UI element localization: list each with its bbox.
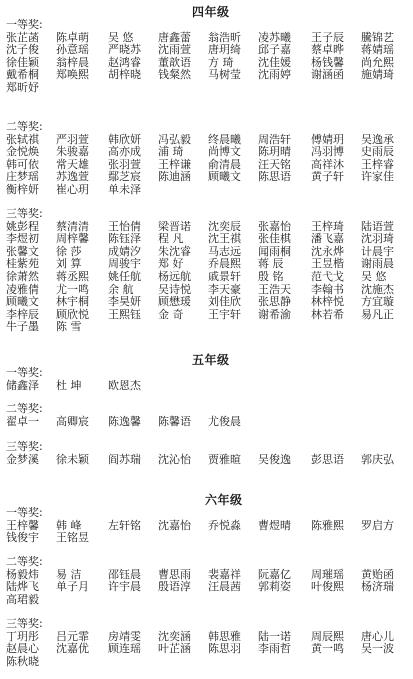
student-name: 陈逸馨 <box>108 414 141 428</box>
student-name: 桂紫苑 <box>6 257 39 271</box>
student-name: 王熙钰 <box>108 307 141 321</box>
student-name: 唐玥绮 <box>208 43 241 57</box>
student-name: 高珺毅 <box>6 592 39 606</box>
student-name: 顾欣悦 <box>56 307 89 321</box>
grade-heading: 五年级 <box>192 353 230 367</box>
student-name: 沈奕辰 <box>208 219 241 233</box>
student-name: 王浩天 <box>258 282 291 296</box>
student-name: 吴俊逸 <box>258 452 291 466</box>
student-name: 翁浩昕 <box>208 30 241 44</box>
student-name: 余 航 <box>108 282 134 296</box>
student-name: 叶芷涵 <box>158 642 191 656</box>
student-name: 俞清晨 <box>208 157 241 171</box>
student-name: 陆一诺 <box>258 629 291 643</box>
student-name: 单未泽 <box>108 183 141 196</box>
student-name: 许家佳 <box>361 170 394 184</box>
student-name: 沈王祺 <box>208 232 241 246</box>
student-name: 姚彭程 <box>6 219 39 233</box>
student-name: 沈佳媛 <box>258 55 291 69</box>
student-name: 钱俊宇 <box>6 531 39 545</box>
award-level-label: 一等奖: <box>6 506 43 519</box>
student-name: 罗启方 <box>361 518 394 532</box>
student-name: 黄一鸣 <box>311 642 344 656</box>
student-name: 沈雨婷 <box>258 68 291 82</box>
student-name: 郑昕妤 <box>6 81 39 94</box>
student-name: 傅婧玥 <box>311 132 344 146</box>
student-name: 王怡倩 <box>108 219 141 233</box>
award-level-label: 三等奖: <box>6 617 43 630</box>
student-name: 牛子墨 <box>6 320 39 334</box>
grade-heading: 六年级 <box>205 493 243 507</box>
student-name: 闻雨桐 <box>258 244 291 258</box>
student-name: 韩 峰 <box>56 518 82 532</box>
student-name: 程 凡 <box>158 232 184 246</box>
student-name: 郑唤熙 <box>56 68 89 82</box>
student-name: 杨远航 <box>158 270 191 283</box>
student-name: 徐未颖 <box>56 452 89 466</box>
student-name: 杨钱馨 <box>311 55 344 69</box>
student-name: 范弋戈 <box>311 270 344 283</box>
student-name: 汪晨茜 <box>208 580 241 594</box>
student-name: 胡梓晓 <box>108 68 141 82</box>
student-name: 陈思羽 <box>208 642 241 656</box>
student-name: 蒋 辰 <box>258 257 284 271</box>
student-name: 韩欣妍 <box>108 132 141 146</box>
student-name: 马树莹 <box>208 68 241 82</box>
student-name: 朱沈睿 <box>158 244 191 258</box>
award-level-label: 三等奖: <box>6 440 43 453</box>
award-level-label: 二等奖: <box>6 402 43 415</box>
student-name: 张嘉怡 <box>258 219 291 233</box>
student-name: 杜 坤 <box>56 378 82 392</box>
student-name: 乔晨熙 <box>208 257 241 271</box>
award-level-label: 一等奖: <box>6 366 43 379</box>
student-name: 王子辰 <box>311 30 344 44</box>
student-name: 陈钰泽 <box>108 232 141 246</box>
student-name: 曹煜晴 <box>258 518 291 532</box>
student-name: 顾连瑶 <box>108 642 141 656</box>
award-level-label: 二等奖: <box>6 555 43 568</box>
student-name: 韩思雅 <box>208 629 241 643</box>
student-name: 严晓苏 <box>108 43 141 57</box>
student-name: 朱骏嘉 <box>56 145 89 159</box>
student-name: 戴希桐 <box>6 68 39 82</box>
student-name: 姚任航 <box>108 270 141 283</box>
student-name: 崔心玥 <box>56 183 89 196</box>
student-name: 杨济瑞 <box>361 580 394 594</box>
student-name: 李翰书 <box>311 282 344 296</box>
student-name: 阎苏瑞 <box>108 452 141 466</box>
student-name: 王梓琦 <box>311 219 344 233</box>
student-name: 吴 悠 <box>108 30 134 44</box>
student-name: 冯羽博 <box>311 145 344 159</box>
student-name: 李雨哲 <box>258 642 291 656</box>
student-name: 沈施杰 <box>361 282 394 296</box>
student-name: 常天雄 <box>56 157 89 171</box>
student-name: 徐萧然 <box>6 270 39 283</box>
student-name: 储鑫泽 <box>6 378 39 392</box>
student-name: 吕元霏 <box>56 629 89 643</box>
student-name: 林宇桐 <box>56 295 89 309</box>
student-name: 张羽萱 <box>108 157 141 171</box>
student-name: 王宇轩 <box>208 307 241 321</box>
student-name: 陈馨语 <box>158 414 191 428</box>
student-name: 金悦焕 <box>6 145 39 159</box>
student-name: 林若希 <box>311 307 344 321</box>
student-name: 陈思语 <box>258 170 291 184</box>
student-name: 李煜初 <box>6 232 39 246</box>
student-name: 李天豪 <box>208 282 241 296</box>
student-name: 陆烨飞 <box>6 580 39 594</box>
student-name: 刘 算 <box>56 257 82 271</box>
student-name: 吴诗悦 <box>158 282 191 296</box>
award-level-label: 三等奖: <box>6 207 43 220</box>
student-name: 史雨辰 <box>361 145 394 159</box>
student-name: 王梓睿 <box>361 157 394 171</box>
student-name: 乔悦淼 <box>208 518 241 532</box>
student-name: 高祥沐 <box>311 157 344 171</box>
student-name: 殷语淳 <box>158 580 191 594</box>
student-name: 徐佳颖 <box>6 55 39 69</box>
student-name: 沈雨萱 <box>158 43 191 57</box>
student-name: 沈嘉怡 <box>158 518 191 532</box>
student-name: 丁玥彤 <box>6 629 39 643</box>
student-name: 郑 好 <box>158 257 184 271</box>
student-name: 周璀瑶 <box>311 567 344 581</box>
student-name: 王梓谦 <box>158 157 191 171</box>
student-name: 高卿宸 <box>56 414 89 428</box>
student-name: 许宇晨 <box>108 580 141 594</box>
student-name: 郭莉姿 <box>258 580 291 594</box>
award-level-label: 二等奖: <box>6 120 43 133</box>
student-name: 沈奕涵 <box>158 629 191 643</box>
student-name: 陈 雪 <box>56 320 82 334</box>
student-name: 成婧汐 <box>108 244 141 258</box>
student-name: 周梓馨 <box>56 232 89 246</box>
student-name: 浦 琦 <box>158 145 184 159</box>
student-name: 谢雨晨 <box>361 257 394 271</box>
student-name: 沈子俊 <box>6 43 39 57</box>
student-name: 沈永烨 <box>311 244 344 258</box>
student-name: 董歆语 <box>158 55 191 69</box>
student-name: 尚博文 <box>208 145 241 159</box>
student-name: 唐鑫蕾 <box>158 30 191 44</box>
student-name: 吴 悠 <box>361 270 387 283</box>
student-name: 周辰熙 <box>311 629 344 643</box>
student-name: 蒋丞熙 <box>56 270 89 283</box>
student-name: 王铭昱 <box>56 531 89 545</box>
student-name: 唐心儿 <box>361 629 394 643</box>
student-name: 谢希渝 <box>258 307 291 321</box>
student-name: 方 琦 <box>208 55 234 69</box>
student-name: 阮嘉亿 <box>258 567 291 581</box>
student-name: 陈卓萌 <box>56 30 89 44</box>
student-name: 黄子轩 <box>311 170 344 184</box>
student-name: 凌雅倩 <box>6 282 39 296</box>
student-name: 张佳棋 <box>258 232 291 246</box>
student-name: 金 奇 <box>158 307 184 321</box>
student-name: 蔡卓晔 <box>311 43 344 57</box>
student-name: 张思静 <box>258 295 291 309</box>
student-name: 贾雅暄 <box>208 452 241 466</box>
student-name: 周浩轩 <box>258 132 291 146</box>
student-name: 鄢芝宸 <box>108 170 141 184</box>
student-name: 陈迪涵 <box>158 170 191 184</box>
student-name: 顾懋瑗 <box>158 295 191 309</box>
student-name: 周骏宇 <box>108 257 141 271</box>
student-name: 叶俊熙 <box>311 580 344 594</box>
student-name: 计晨宇 <box>361 244 394 258</box>
student-name: 凌苏曦 <box>258 30 291 44</box>
student-name: 翟卓一 <box>6 414 39 428</box>
student-name: 王昱楷 <box>311 257 344 271</box>
student-name: 易凡正 <box>361 307 394 321</box>
student-name: 刘佳欣 <box>208 295 241 309</box>
student-name: 徐 莎 <box>56 244 82 258</box>
student-name: 曹思雨 <box>158 567 191 581</box>
student-name: 彭思语 <box>311 452 344 466</box>
student-name: 郭庆弘 <box>361 452 394 466</box>
student-name: 顾曦文 <box>6 295 39 309</box>
student-name: 顾曦文 <box>208 170 241 184</box>
grade-heading: 四年级 <box>192 5 230 19</box>
student-name: 騰锦艺 <box>361 30 394 44</box>
student-name: 林梓悦 <box>311 295 344 309</box>
student-name: 吴逸承 <box>361 132 394 146</box>
student-name: 沈沁怡 <box>158 452 191 466</box>
student-name: 张馨文 <box>6 244 39 258</box>
student-name: 金梦溪 <box>6 452 39 466</box>
student-name: 施婧琦 <box>361 68 394 82</box>
student-name: 严羽萱 <box>56 132 89 146</box>
student-name: 易 洁 <box>56 567 82 581</box>
student-name: 终晨曦 <box>208 132 241 146</box>
student-name: 尤一鸣 <box>56 282 89 296</box>
student-name: 王梓馨 <box>6 518 39 532</box>
award-level-label: 一等奖: <box>6 18 43 31</box>
student-name: 马志远 <box>208 244 241 258</box>
student-name: 尤俊晨 <box>208 414 241 428</box>
student-name: 沈羽琦 <box>361 232 394 246</box>
student-name: 陈雅熙 <box>311 518 344 532</box>
student-name: 韩可依 <box>6 157 39 171</box>
student-name: 张轼祺 <box>6 132 39 146</box>
student-name: 裴嘉祥 <box>208 567 241 581</box>
student-name: 沈嘉优 <box>56 642 89 656</box>
student-name: 单子月 <box>56 580 89 594</box>
student-name: 欧恩杰 <box>108 378 141 392</box>
student-name: 蒋婧瑶 <box>361 43 394 57</box>
student-name: 陈秋晓 <box>6 654 39 668</box>
student-name: 梁晋诺 <box>158 219 191 233</box>
student-name: 陆语萱 <box>361 219 394 233</box>
student-name: 汪天铭 <box>258 157 291 171</box>
student-name: 赵鸿睿 <box>108 55 141 69</box>
student-name: 赵晨心 <box>6 642 39 656</box>
student-name: 邱子嘉 <box>258 43 291 57</box>
student-name: 左轩铭 <box>108 518 141 532</box>
student-name: 房靖雯 <box>108 629 141 643</box>
student-name: 黄贻函 <box>361 567 394 581</box>
student-name: 潘飞嘉 <box>311 232 344 246</box>
student-name: 翁梓晨 <box>56 55 89 69</box>
student-name: 尚允熙 <box>361 55 394 69</box>
student-name: 孙意瑶 <box>56 43 89 57</box>
student-name: 张芷菡 <box>6 30 39 44</box>
student-name: 方宜璇 <box>361 295 394 309</box>
student-name: 高亦成 <box>108 145 141 159</box>
student-name: 衡梓妍 <box>6 183 39 196</box>
student-name: 苏逸萱 <box>56 170 89 184</box>
student-name: 庄梦瑶 <box>6 170 39 184</box>
student-name: 戚景轩 <box>208 270 241 283</box>
student-name: 李昊妍 <box>108 295 141 309</box>
student-name: 蔡清清 <box>56 219 89 233</box>
student-name: 钱粲然 <box>158 68 191 82</box>
student-name: 殷 铭 <box>258 270 284 283</box>
student-name: 冯弘毅 <box>158 132 191 146</box>
student-name: 邵钰晨 <box>108 567 141 581</box>
student-name: 杨毅炜 <box>6 567 39 581</box>
student-name: 陈玥晴 <box>258 145 291 159</box>
student-name: 谢涵函 <box>311 68 344 82</box>
student-name: 李梓辰 <box>6 307 39 321</box>
student-name: 吴一波 <box>361 642 394 656</box>
